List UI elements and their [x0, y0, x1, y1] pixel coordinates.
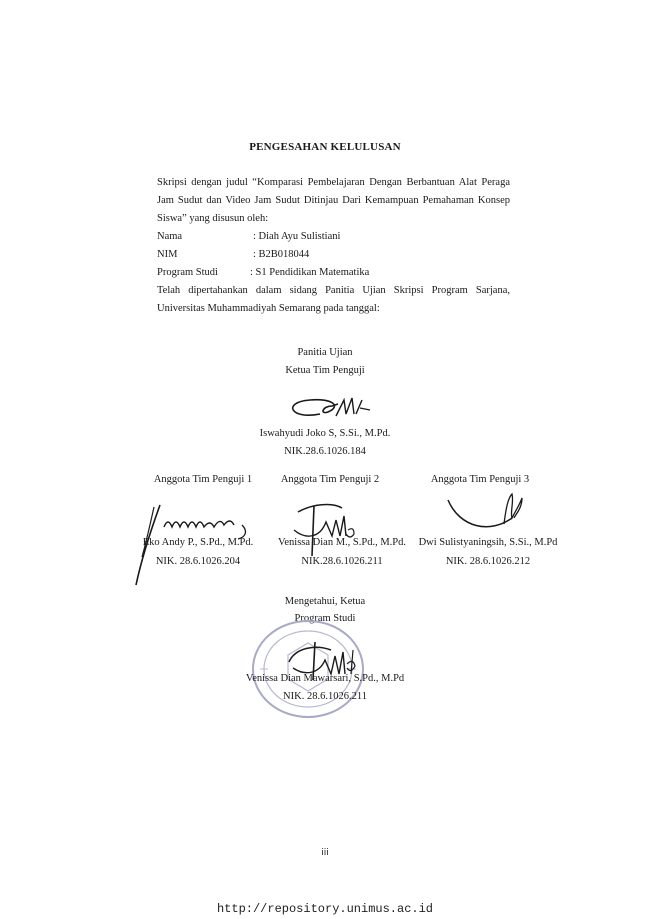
field-label: Nama — [157, 231, 183, 242]
examiner-3-signature — [440, 488, 540, 543]
committee-heading: Panitia Ujian — [297, 347, 353, 358]
examiner-3-role: Anggota Tim Penguji 3 — [430, 474, 530, 485]
approval-line-1: Mengetahui, Ketua — [284, 596, 366, 607]
approval-nik: NIK. 28.6.1026.211 — [283, 691, 367, 702]
field-row-program-studi — [157, 264, 510, 282]
examiner-1-nik: NIK. 28.6.1026.204 — [155, 556, 241, 567]
chair-name: Iswahyudi Joko S, S.Si., M.Pd. — [259, 428, 391, 439]
field-row-nama — [157, 228, 510, 246]
intro-line-1: Skripsi dengan judul “Komparasi Pembelajaran Dengan Berbantuan Alat Peraga — [157, 177, 510, 188]
page-number: iii — [321, 848, 329, 858]
field-row-nim — [157, 246, 510, 264]
repository-url[interactable]: http://repository.unimus.ac.id — [216, 902, 434, 916]
approval-name: Venissa Dian Mawarsari, S.Pd., M.Pd — [245, 673, 405, 684]
field-value: : B2B018044 — [253, 249, 310, 260]
examiner-3-nik: NIK. 28.6.1026.212 — [445, 556, 531, 567]
examiner-2-name: Venissa Dian M., S.Pd., M.Pd. — [277, 537, 407, 548]
intro-line-2: Jam Sudut dan Video Jam Sudut Ditinjau Dari Kemampuan Pemahaman Konsep — [157, 195, 510, 206]
examiner-3-name: Dwi Sulistyaningsih, S.Si., M.Pd — [418, 537, 558, 548]
defense-line-1: Telah dipertahankan dalam sidang Panitia Ujian Skripsi Program Sarjana, — [157, 285, 510, 296]
approval-line-2: Program Studi — [294, 613, 356, 624]
field-value: : Diah Ayu Sulistiani — [253, 231, 341, 242]
intro-paragraph — [157, 174, 510, 318]
examiner-2-nik: NIK.28.6.1026.211 — [301, 556, 383, 567]
examiner-1-role: Anggota Tim Penguji 1 — [153, 474, 253, 485]
field-label: Program Studi — [157, 267, 218, 278]
committee-role: Ketua Tim Penguji — [285, 365, 365, 376]
examiner-2-role: Anggota Tim Penguji 2 — [280, 474, 380, 485]
field-value: : S1 Pendidikan Matematika — [250, 267, 370, 278]
intro-line-3: Siswa” yang disusun oleh: — [157, 213, 269, 224]
field-label: NIM — [157, 249, 178, 260]
page-title: PENGESAHAN KELULUSAN — [249, 141, 401, 153]
chair-nik: NIK.28.6.1026.184 — [284, 446, 366, 457]
examiner-1-name: Eko Andy P., S.Pd., M.Pd. — [142, 537, 254, 548]
defense-line-2: Universitas Muhammadiyah Semarang pada tanggal: — [157, 303, 380, 314]
